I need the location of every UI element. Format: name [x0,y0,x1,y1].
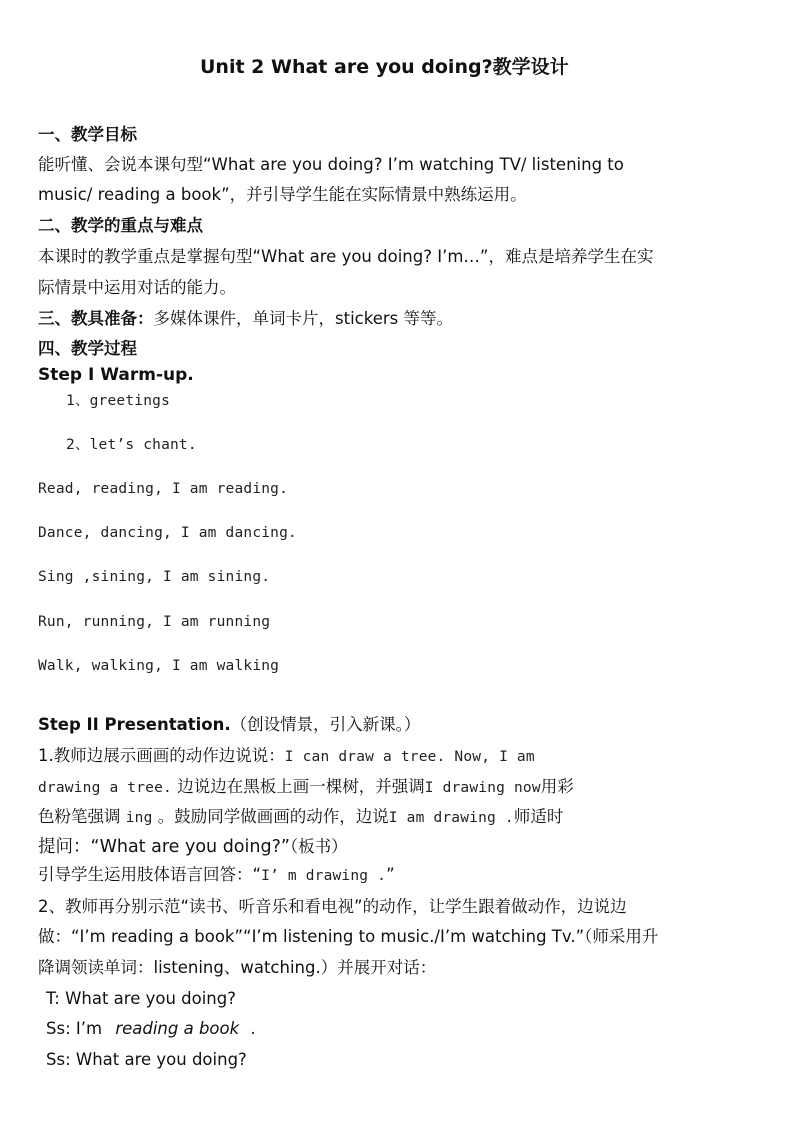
objectives-line-2: music/ reading a book”，并引导学生能在实际情景中熟练运用。 [38,185,527,204]
dialog-teacher-line: T: What are you doing? [46,989,236,1008]
presentation-line-2 [38,776,574,799]
key-points-line-1: 本课时的教学重点是掌握句型“What are you doing? I’m…”，难点是培养学生在实 [38,247,654,266]
key-points-line-2: 际情景中运用对话的能力。 [38,278,236,297]
presentation-paragraph-2-line-1: 2、教师再分别示范“读书、听音乐和看电视”的动作，让学生跟着做动作，边说边 [38,897,627,916]
step2-heading-line [38,714,420,736]
presentation-line-4 [38,836,348,858]
presentation-line-5 [38,864,395,887]
dialog-speaker: Ss: I’m [46,1019,108,1038]
warmup-item-chant: 2、let’s chant. [66,437,197,453]
presentation-question: 提问：“What are you doing?” [38,837,290,857]
dialog-students-answer [46,1018,256,1040]
chant-line: Walk, walking, I am walking [38,658,280,674]
materials-text: 多媒体课件，单词卡片，stickers 等等。 [153,309,453,328]
chant-line: Read, reading, I am reading. [38,481,289,497]
presentation-english: I’ m drawing . [261,868,387,884]
presentation-english: I can draw a tree. Now, I am [284,749,535,765]
chant-line: Run, running, I am running [38,614,271,630]
presentation-paragraph-2-line-3: 降调领读单词：listening、watching.）并展开对话： [38,958,437,977]
presentation-english: I drawing now [424,780,541,796]
presentation-paragraph-2-line-2: 做：“I’m reading a book”“I’m listening to music./I’m watching Tv.”（师采用升 [38,927,659,946]
section-heading-key-points: 二、教学的重点与难点 [38,216,203,235]
presentation-line-3 [38,806,563,829]
step1-heading: Step I Warm-up. [38,365,194,385]
chant-line: Dance, dancing, I am dancing. [38,525,297,541]
presentation-english: drawing a tree. [38,780,172,796]
presentation-text: （板书） [289,837,348,856]
presentation-line-1 [38,745,535,768]
section-heading-objectives: 一、教学目标 [38,125,137,144]
presentation-text: ” [386,865,395,884]
presentation-text: 引导学生运用肢体语言回答：“ [38,865,262,884]
warmup-item-greetings: 1、greetings [66,393,170,409]
dialog-answer-italic: reading a book [115,1019,240,1038]
step2-note: （创设情景，引入新课。） [230,715,421,734]
presentation-text: 师适时 [513,807,564,826]
section-heading-materials: 三、教具准备： [38,309,154,328]
objectives-line-1: 能听懂、会说本课句型“What are you doing? I’m watching TV/ listening to [38,155,624,174]
dialog-period: . [245,1019,256,1038]
section-heading-process: 四、教学过程 [38,339,137,358]
dialog-students-question: Ss: What are you doing? [46,1050,247,1069]
presentation-text: 边说边在黑板上画一棵树，并强调 [177,777,425,796]
presentation-text: 色粉笔强调 [38,807,121,826]
chant-line: Sing ,sining, I am sining. [38,569,271,585]
presentation-text: 1.教师边展示画画的动作边说说： [38,746,285,765]
step2-heading: Step II Presentation. [38,715,231,734]
presentation-english: I am drawing . [388,810,514,826]
presentation-text: 。鼓励同学做画画的动作，边说 [157,807,389,826]
document-title: Unit 2 What are you doing?教学设计 [200,56,569,78]
materials-paragraph [38,308,453,330]
presentation-english: ing [125,810,153,826]
presentation-text: 用彩 [540,777,574,796]
